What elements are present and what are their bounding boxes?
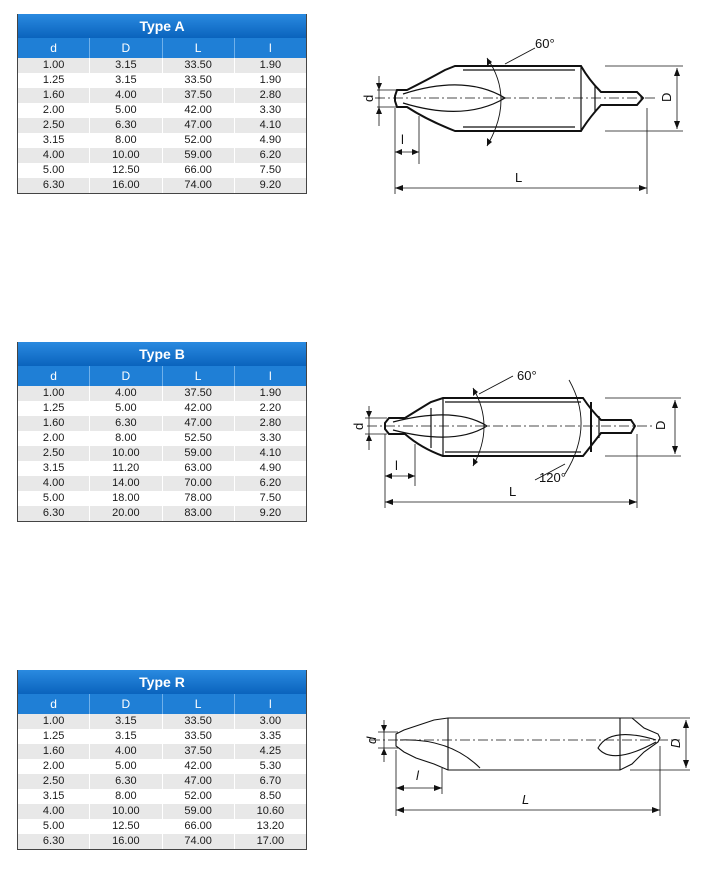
table-cell-D: 11.20 — [90, 461, 162, 476]
table-cell-l: 4.90 — [234, 133, 306, 148]
table-cell-L: 42.00 — [162, 759, 234, 774]
table-cell-L: 74.00 — [162, 178, 234, 194]
table-cell-D: 16.00 — [90, 834, 162, 850]
table-cell-D: 5.00 — [90, 401, 162, 416]
table-cell-l: 6.20 — [234, 476, 306, 491]
table-cell-L: 66.00 — [162, 819, 234, 834]
table-cell-d: 4.00 — [18, 804, 90, 819]
table-cell-l: 4.90 — [234, 461, 306, 476]
column-header-d: d — [18, 366, 90, 386]
column-header-l: l — [234, 38, 306, 58]
table-row — [18, 416, 307, 431]
table-cell-D: 3.15 — [90, 729, 162, 744]
column-header-L: L — [162, 694, 234, 714]
table-cell-l: 6.20 — [234, 148, 306, 163]
table-row — [18, 178, 307, 194]
table-cell-l: 4.10 — [234, 118, 306, 133]
table-cell-d: 1.25 — [18, 73, 90, 88]
table-cell-L: 37.50 — [162, 744, 234, 759]
table-row — [18, 163, 307, 178]
table-cell-l: 9.20 — [234, 506, 306, 522]
dim-label-L: L — [522, 792, 530, 807]
table-cell-D: 3.15 — [90, 73, 162, 88]
table-cell-d: 3.15 — [18, 461, 90, 476]
table-cell-D: 5.00 — [90, 103, 162, 118]
table-cell-D: 18.00 — [90, 491, 162, 506]
table-cell-L: 59.00 — [162, 446, 234, 461]
table-cell-d: 1.25 — [18, 729, 90, 744]
table-cell-d: 6.30 — [18, 178, 90, 194]
table-cell-d: 3.15 — [18, 133, 90, 148]
column-header-D: D — [90, 38, 162, 58]
table-row — [18, 744, 307, 759]
table-cell-D: 8.00 — [90, 789, 162, 804]
table-title: Type A — [18, 14, 307, 38]
table-cell-l: 8.50 — [234, 789, 306, 804]
table-cell-l: 9.20 — [234, 178, 306, 194]
table-cell-L: 47.00 — [162, 118, 234, 133]
table-cell-d: 1.60 — [18, 744, 90, 759]
dim-label-D: D — [659, 92, 674, 102]
angle-label: 60° — [535, 36, 555, 51]
table-cell-D: 10.00 — [90, 446, 162, 461]
table-row — [18, 58, 307, 73]
dim-label-D: D — [653, 420, 668, 430]
table-cell-l: 2.80 — [234, 416, 306, 431]
table-cell-L: 33.50 — [162, 714, 234, 729]
table-cell-d: 2.00 — [18, 103, 90, 118]
table-row — [18, 446, 307, 461]
table-cell-L: 52.50 — [162, 431, 234, 446]
table-row — [18, 819, 307, 834]
table-cell-L: 33.50 — [162, 58, 234, 73]
table-row — [18, 506, 307, 522]
table-type-r — [17, 670, 307, 850]
table-cell-d: 2.50 — [18, 446, 90, 461]
table-cell-d: 5.00 — [18, 819, 90, 834]
table-cell-L: 59.00 — [162, 148, 234, 163]
table-cell-d: 1.00 — [18, 714, 90, 729]
dim-label-L: L — [515, 170, 523, 185]
table-cell-l: 3.35 — [234, 729, 306, 744]
table-title: Type B — [18, 342, 307, 366]
table-cell-l: 10.60 — [234, 804, 306, 819]
table-cell-D: 8.00 — [90, 133, 162, 148]
table-cell-D: 12.50 — [90, 819, 162, 834]
table-title: Type R — [18, 670, 307, 694]
table-cell-D: 6.30 — [90, 416, 162, 431]
table-row — [18, 491, 307, 506]
table-cell-D: 16.00 — [90, 178, 162, 194]
table-cell-d: 5.00 — [18, 491, 90, 506]
drawing-type-b — [351, 368, 685, 518]
table-cell-L: 47.00 — [162, 774, 234, 789]
table-cell-l: 4.25 — [234, 744, 306, 759]
table-cell-L: 42.00 — [162, 103, 234, 118]
table-cell-d: 2.50 — [18, 118, 90, 133]
dim-label-d: d — [351, 422, 366, 430]
table-cell-l: 3.30 — [234, 431, 306, 446]
table-cell-d: 1.60 — [18, 88, 90, 103]
table-cell-D: 6.30 — [90, 118, 162, 133]
table-cell-D: 6.30 — [90, 774, 162, 789]
table-row — [18, 461, 307, 476]
dim-label-l: l — [395, 458, 398, 473]
table-cell-d: 2.00 — [18, 431, 90, 446]
dim-label-l: l — [401, 132, 404, 147]
table-cell-D: 4.00 — [90, 88, 162, 103]
table-cell-L: 42.00 — [162, 401, 234, 416]
table-cell-L: 74.00 — [162, 834, 234, 850]
table-cell-D: 3.15 — [90, 714, 162, 729]
table-row — [18, 729, 307, 744]
table-row — [18, 774, 307, 789]
dim-label-L: L — [509, 484, 517, 499]
table-cell-L: 52.00 — [162, 133, 234, 148]
table-cell-d: 1.00 — [18, 386, 90, 401]
column-header-L: L — [162, 38, 234, 58]
table-row — [18, 386, 307, 401]
dim-label-d: d — [364, 736, 379, 744]
table-cell-l: 3.00 — [234, 714, 306, 729]
table-cell-l: 3.30 — [234, 103, 306, 118]
table-cell-D: 10.00 — [90, 148, 162, 163]
table-row — [18, 88, 307, 103]
table-cell-D: 4.00 — [90, 744, 162, 759]
table-cell-L: 33.50 — [162, 73, 234, 88]
table-cell-L: 47.00 — [162, 416, 234, 431]
table-row — [18, 714, 307, 729]
table-row — [18, 118, 307, 133]
table-cell-L: 37.50 — [162, 88, 234, 103]
table-row — [18, 759, 307, 774]
table-cell-D: 3.15 — [90, 58, 162, 73]
table-cell-d: 3.15 — [18, 789, 90, 804]
column-header-D: D — [90, 366, 162, 386]
table-cell-L: 78.00 — [162, 491, 234, 506]
table-cell-L: 59.00 — [162, 804, 234, 819]
table-row — [18, 73, 307, 88]
angle-label-2: 120° — [539, 470, 566, 485]
table-row — [18, 148, 307, 163]
table-cell-l: 2.20 — [234, 401, 306, 416]
dim-label-l: l — [416, 768, 419, 783]
column-header-d: d — [18, 694, 90, 714]
table-cell-D: 20.00 — [90, 506, 162, 522]
table-cell-D: 8.00 — [90, 431, 162, 446]
table-cell-l: 1.90 — [234, 386, 306, 401]
table-cell-L: 66.00 — [162, 163, 234, 178]
table-cell-D: 4.00 — [90, 386, 162, 401]
table-cell-l: 5.30 — [234, 759, 306, 774]
table-cell-L: 52.00 — [162, 789, 234, 804]
table-type-a — [17, 14, 307, 194]
table-cell-l: 4.10 — [234, 446, 306, 461]
table-cell-l: 7.50 — [234, 491, 306, 506]
table-cell-l: 13.20 — [234, 819, 306, 834]
table-row — [18, 431, 307, 446]
table-cell-L: 37.50 — [162, 386, 234, 401]
dim-label-d: d — [361, 94, 376, 102]
table-cell-l: 2.80 — [234, 88, 306, 103]
table-cell-d: 6.30 — [18, 506, 90, 522]
table-cell-D: 5.00 — [90, 759, 162, 774]
table-cell-l: 7.50 — [234, 163, 306, 178]
table-row — [18, 133, 307, 148]
drawing-type-r — [360, 706, 690, 846]
table-cell-d: 2.50 — [18, 774, 90, 789]
table-cell-d: 6.30 — [18, 834, 90, 850]
table-cell-d: 1.60 — [18, 416, 90, 431]
table-cell-d: 4.00 — [18, 148, 90, 163]
column-header-d: d — [18, 38, 90, 58]
table-cell-d: 2.00 — [18, 759, 90, 774]
column-header-D: D — [90, 694, 162, 714]
angle-label: 60° — [517, 368, 537, 383]
table-cell-l: 1.90 — [234, 73, 306, 88]
table-cell-d: 5.00 — [18, 163, 90, 178]
table-cell-l: 6.70 — [234, 774, 306, 789]
table-row — [18, 804, 307, 819]
table-cell-D: 14.00 — [90, 476, 162, 491]
table-row — [18, 834, 307, 850]
column-header-L: L — [162, 366, 234, 386]
table-cell-l: 17.00 — [234, 834, 306, 850]
table-cell-D: 12.50 — [90, 163, 162, 178]
column-header-l: l — [234, 366, 306, 386]
table-row — [18, 789, 307, 804]
table-cell-L: 33.50 — [162, 729, 234, 744]
dim-label-D: D — [668, 738, 683, 748]
table-cell-l: 1.90 — [234, 58, 306, 73]
column-header-l: l — [234, 694, 306, 714]
table-cell-L: 63.00 — [162, 461, 234, 476]
table-row — [18, 401, 307, 416]
table-cell-L: 83.00 — [162, 506, 234, 522]
table-cell-d: 4.00 — [18, 476, 90, 491]
table-row — [18, 103, 307, 118]
table-cell-d: 1.25 — [18, 401, 90, 416]
table-row — [18, 476, 307, 491]
table-cell-d: 1.00 — [18, 58, 90, 73]
table-type-b — [17, 342, 307, 522]
table-cell-D: 10.00 — [90, 804, 162, 819]
table-cell-L: 70.00 — [162, 476, 234, 491]
drawing-type-a — [355, 36, 685, 196]
